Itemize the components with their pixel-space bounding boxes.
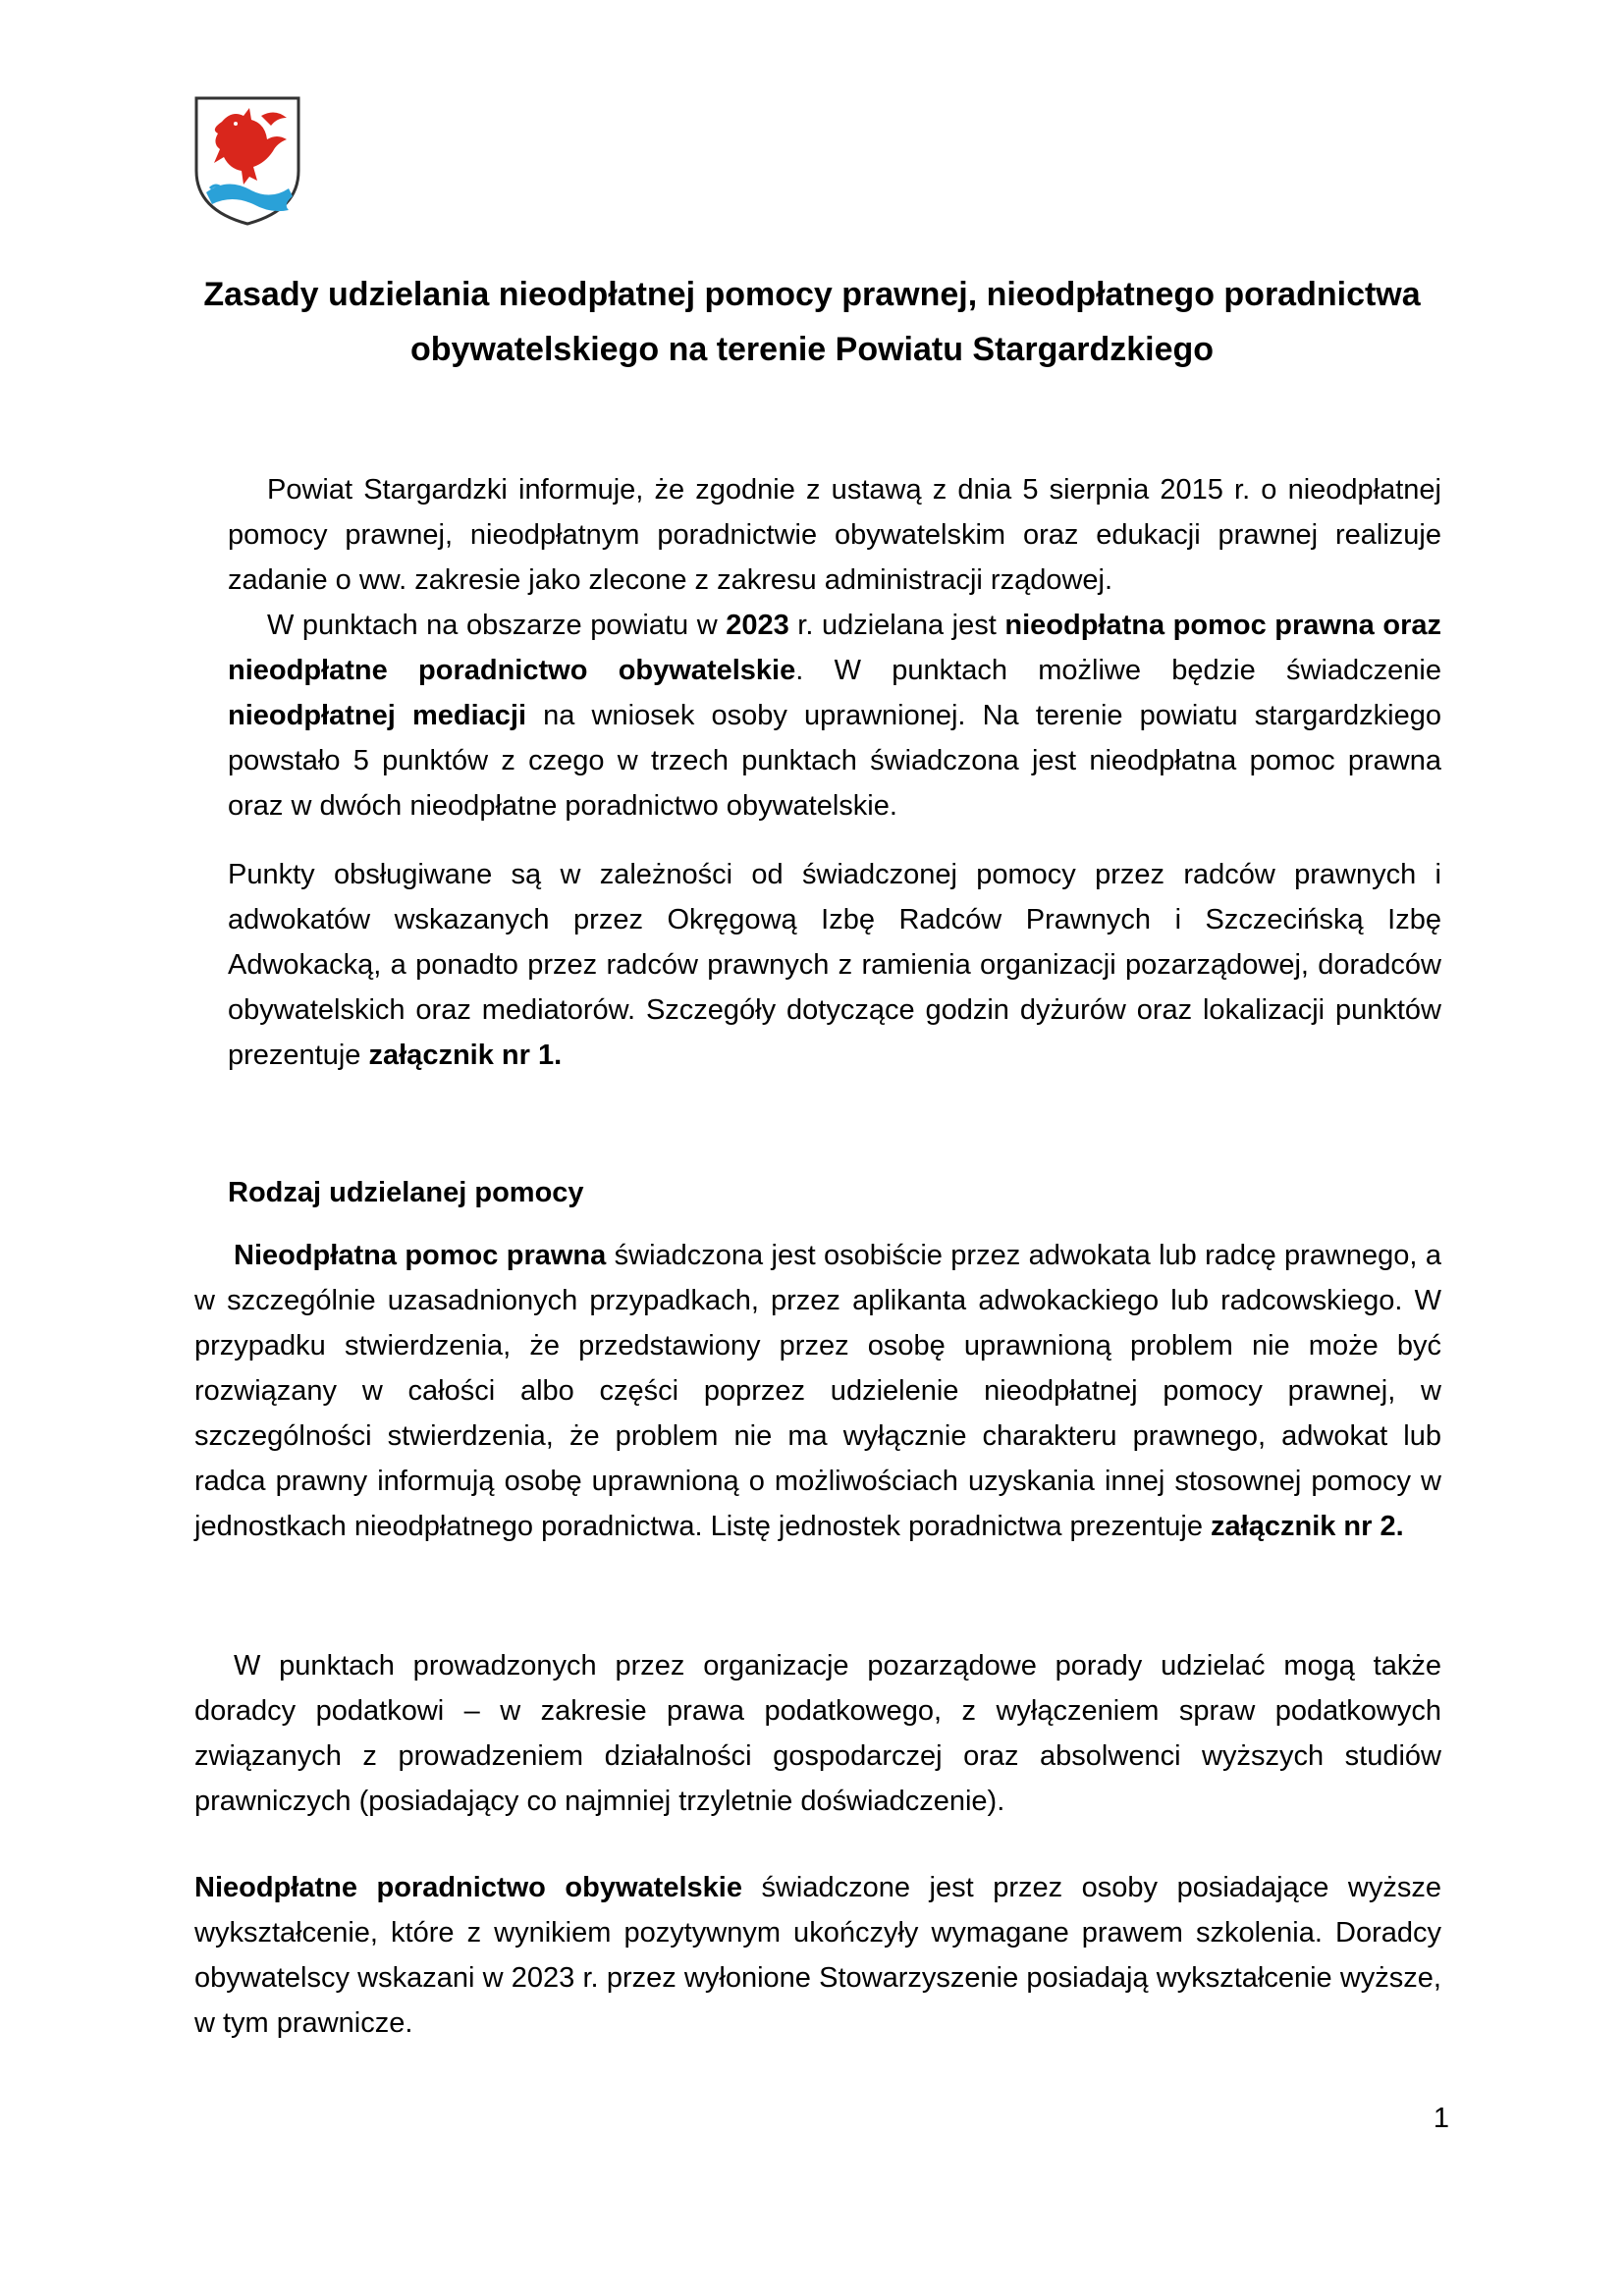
intro-text-2a: W punktach na obszarze powiatu w bbox=[267, 610, 727, 641]
intro-text: Powiat Stargardzki informuje, że zgodnie z ustawą z dnia 5 sierpnia 2015 r. o nieodpłatnej pomocy prawnej, nieodpłatnym poradnictwie obywatelskim oraz edukacji prawnej realizuje zadanie o ww. zakresie jako zlecone z zakresu administracji rządowej. bbox=[228, 474, 1441, 596]
civic-advice-text: świadczone jest przez osoby posiadające wyższe wykształcenie, które z wynikiem pozytywnym ukończyły wymagane prawem szkolenia. Doradcy obywatelscy wskazani w 2023 r. przez wyłonione Stowarzyszenie posiadają wykształcenie wyższe, w tym prawnicze. bbox=[194, 1872, 1441, 2039]
intro-text-2c: . W punktach możliwe będzie świadczenie bbox=[795, 655, 1441, 686]
title-line-1: Zasady udzielania nieodpłatnej pomocy prawnej, nieodpłatnego poradnictwa bbox=[203, 276, 1421, 313]
title-line-2: obywatelskiego na terenie Powiatu Stargardzkiego bbox=[409, 331, 1215, 368]
points-paragraph bbox=[228, 852, 1441, 1078]
legal-aid-text: świadczona jest osobiście przez adwokata lub radcę prawnego, a w szczególnie uzasadnionych przypadkach, przez aplikanta adwokackiego lub radcowskiego. W przypadku stwierdzenia, że przedstawiony przez osobę uprawnioną problem nie może być rozwiązany w całości albo części poprzez udzielenie nieodpłatnej pomocy prawnej, w szczególności stwierdzenia, że problem nie ma wyłącznie charakteru prawnego, adwokat lub radca prawny informują osobę uprawnioną o możliwościach uzyskania innej stosownej pomocy w jednostkach nieodpłatnego poradnictwa. Listę jednostek poradnictwa prezentuje bbox=[194, 1240, 1441, 1542]
page-number: 1 bbox=[1433, 2103, 1449, 2134]
tax-advisers-paragraph bbox=[194, 1643, 1441, 1824]
legal-aid-paragraph bbox=[194, 1233, 1441, 1549]
tax-advisers-text: W punktach prowadzonych przez organizacje pozarządowe porady udzielać mogą także doradcy podatkowi – w zakresie prawa podatkowego, z wyłączeniem spraw podatkowych związanych z prowadzeniem działalności gospodarczej oraz absolwenci wyższych studiów prawniczych (posiadający co najmniej trzyletnie doświadczenie). bbox=[194, 1650, 1441, 1817]
coat-of-arms-icon bbox=[192, 94, 302, 228]
section-heading: Rodzaj udzielanej pomocy bbox=[228, 1177, 584, 1208]
points-text: Punkty obsługiwane są w zależności od świadczonej pomocy przez radców prawnych i adwokatów wskazanych przez Okręgową Izbę Radców Prawnych i Szczecińską Izbę Adwokacką, a ponadto przez radców prawnych z ramienia organizacji pozarządowej, doradców obywatelskich oraz mediatorów. Szczegóły dotyczące godzin dyżurów oraz lokalizacji punktów prezentuje bbox=[228, 859, 1441, 1071]
intro-text-2d: na wniosek osoby uprawnionej. Na terenie powiatu stargardzkiego powstało 5 punktów z czego w trzech punktach świadczona jest nieodpłatna pomoc prawna oraz w dwóch nieodpłatne poradnictwo obywatelskie. bbox=[228, 700, 1441, 822]
legal-aid-bold: Nieodpłatna pomoc prawna bbox=[234, 1240, 607, 1271]
document-title bbox=[147, 267, 1477, 377]
intro-bold-mediacja: nieodpłatnej mediacji bbox=[228, 700, 526, 731]
intro-paragraph bbox=[228, 467, 1441, 828]
intro-text-2b: r. udzielana jest bbox=[788, 610, 1005, 641]
intro-bold-pomoc: nieodpłatna pomoc prawna oraz nieodpłatne poradnictwo obywatelskie bbox=[228, 610, 1441, 686]
civic-advice-bold: Nieodpłatne poradnictwo obywatelskie bbox=[194, 1872, 742, 1903]
intro-year: 2023 bbox=[726, 610, 789, 641]
points-attachment-ref: załącznik nr 1. bbox=[368, 1040, 563, 1071]
legal-aid-attachment-ref: załącznik nr 2. bbox=[1211, 1511, 1404, 1542]
civic-advice-paragraph bbox=[194, 1865, 1441, 2046]
